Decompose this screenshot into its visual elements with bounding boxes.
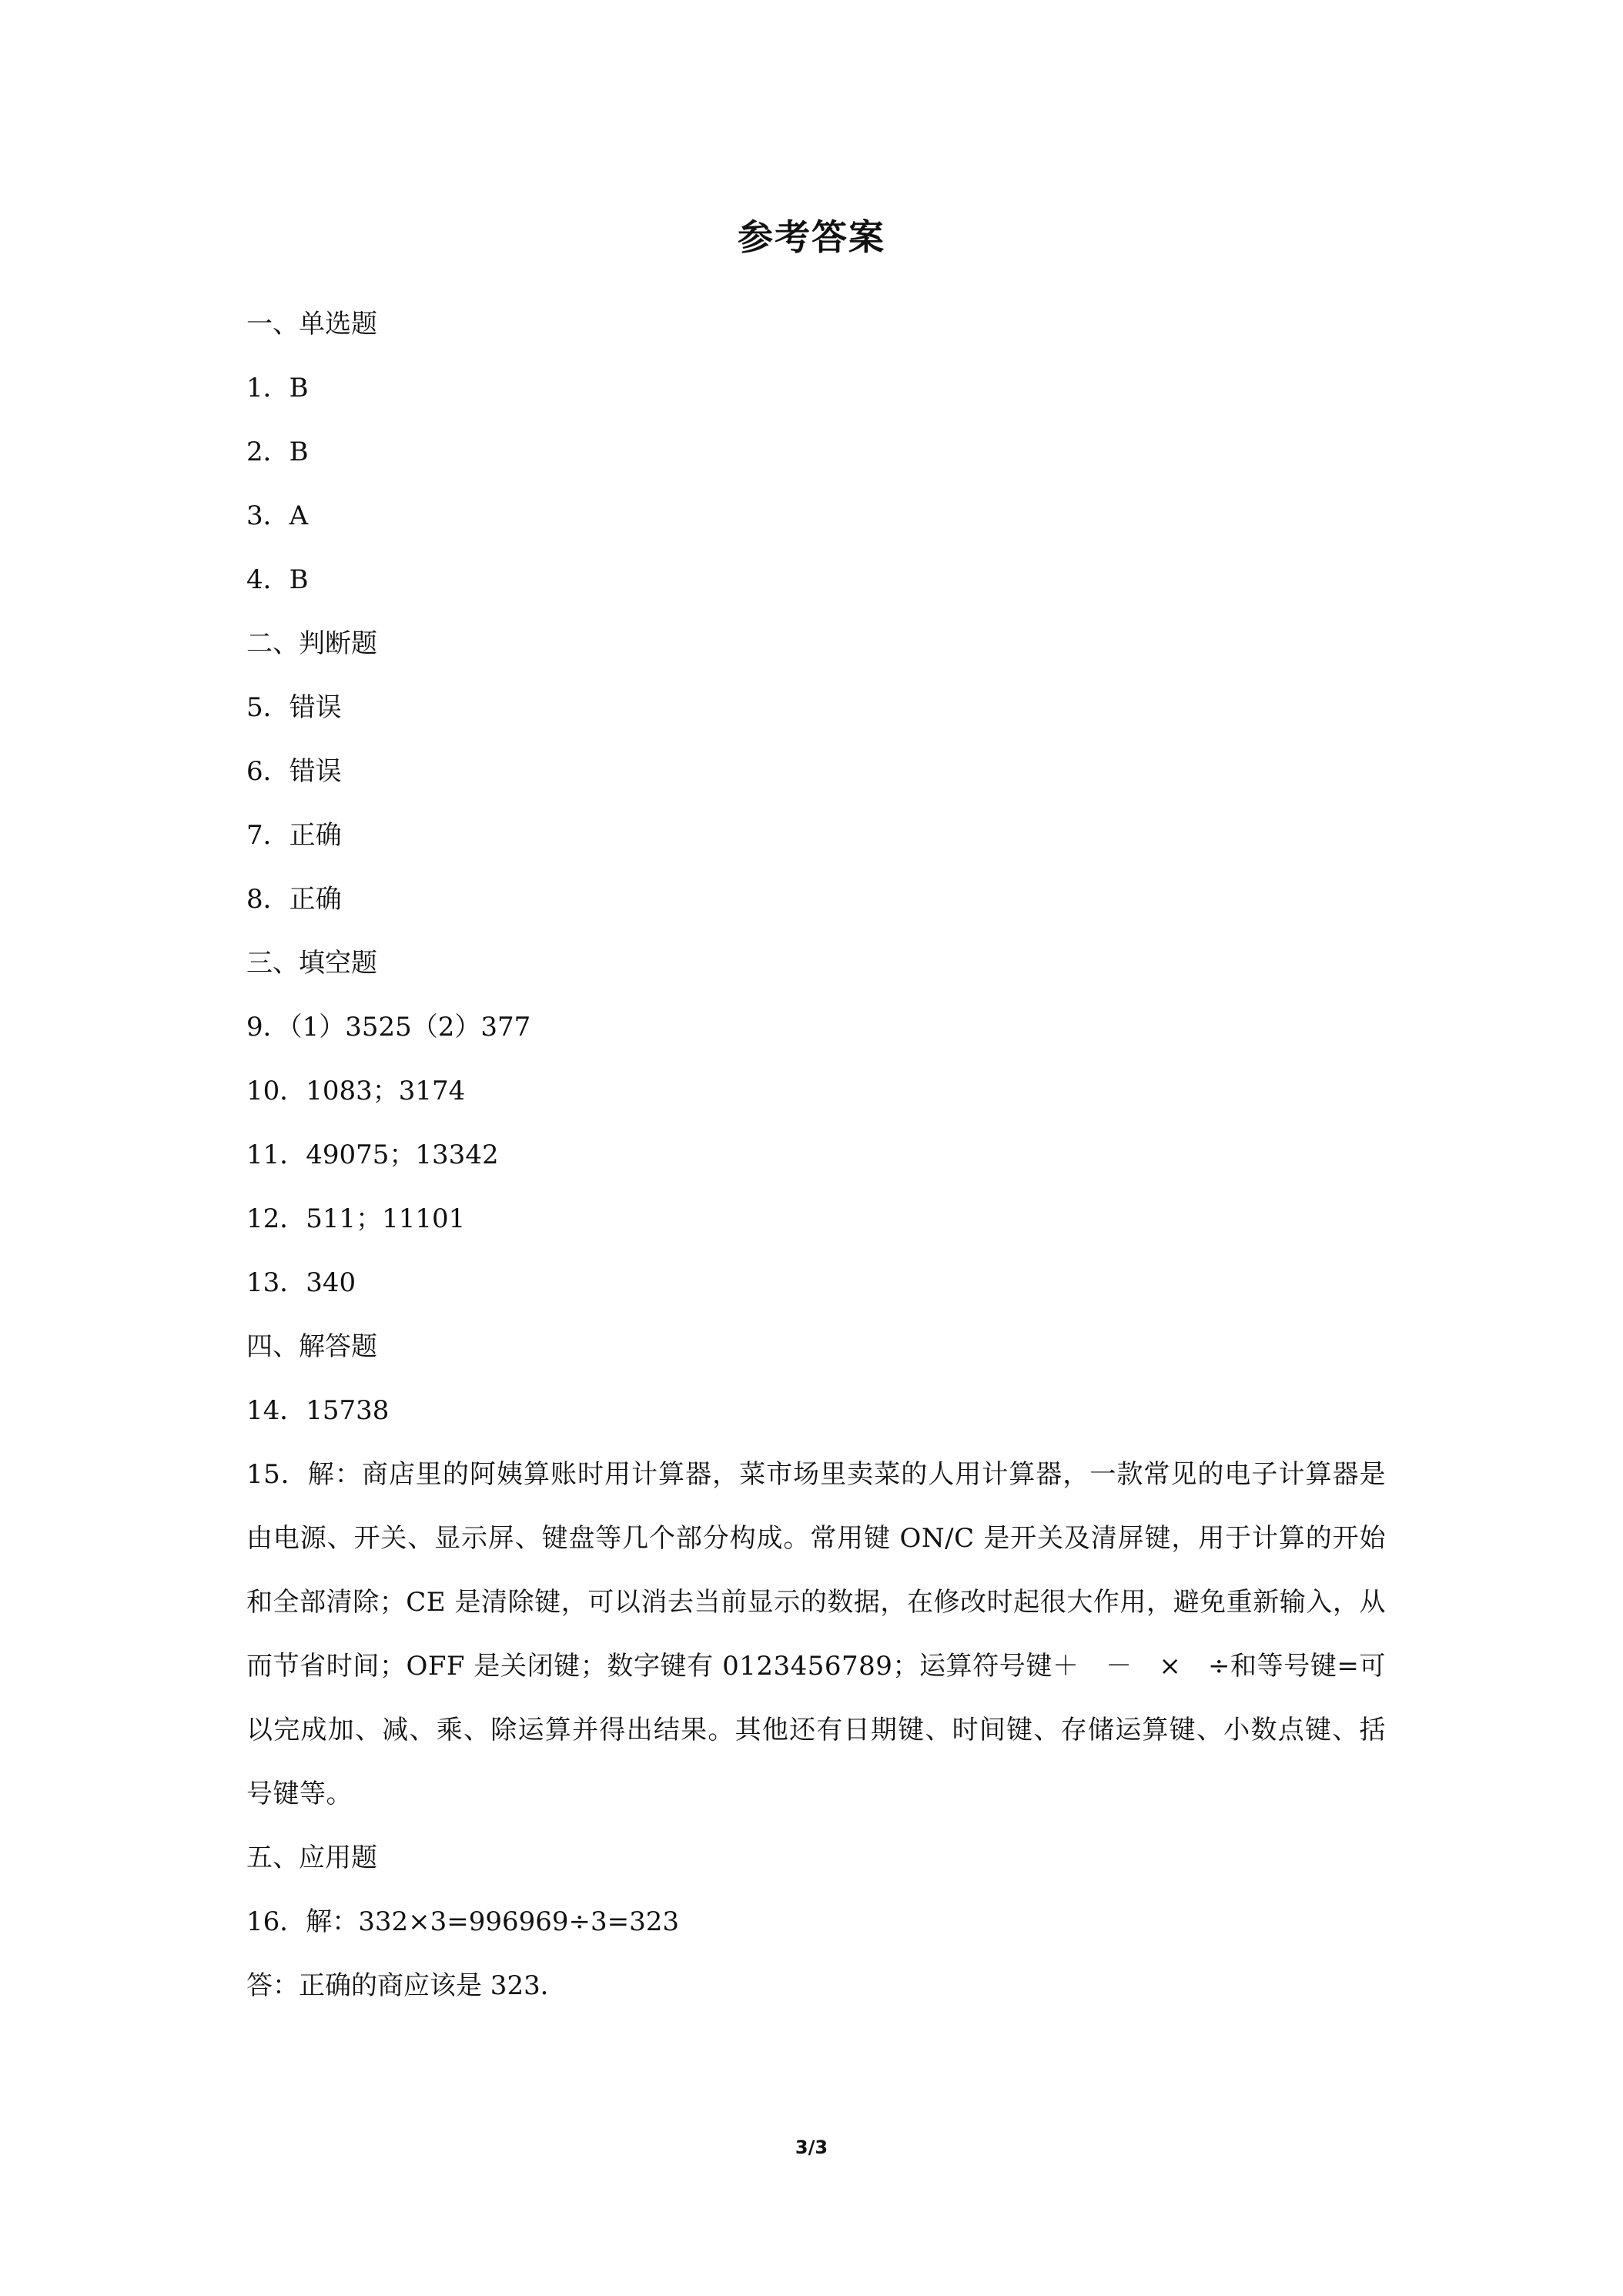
answer-item-10: 10．1083；3174 bbox=[246, 1076, 466, 1106]
section-heading-problem-solving: 四、解答题 bbox=[246, 1331, 377, 1362]
answer-item-16: 16．解：332×3=996969÷3=323 bbox=[246, 1906, 680, 1937]
answer-item-12: 12．511；11101 bbox=[246, 1203, 466, 1234]
answer-item-14: 14．15738 bbox=[246, 1395, 390, 1426]
section-heading-true-false: 二、判断题 bbox=[246, 628, 377, 659]
answer-item-5: 5．错误 bbox=[246, 692, 342, 723]
answer-item-8: 8．正确 bbox=[246, 884, 342, 915]
answer-item-11: 11．49075；13342 bbox=[246, 1140, 499, 1170]
answer-item-13: 13．340 bbox=[246, 1267, 356, 1298]
section-heading-single-choice: 一、单选题 bbox=[246, 309, 377, 340]
page-number: 3/3 bbox=[795, 2137, 828, 2158]
answer-content bbox=[246, 293, 1386, 2018]
answer-item-6: 6．错误 bbox=[246, 756, 342, 787]
answer-item-7: 7．正确 bbox=[246, 820, 342, 851]
page-title: 参考答案 bbox=[738, 216, 885, 258]
section-heading-application: 五、应用题 bbox=[246, 1842, 377, 1873]
section-heading-fill-blank: 三、填空题 bbox=[246, 948, 377, 979]
answer-item-16-conclusion: 答：正确的商应该是 323． bbox=[246, 1970, 567, 2001]
answer-item-1: 1．B bbox=[246, 373, 309, 403]
answer-item-4: 4．B bbox=[246, 564, 309, 595]
answer-item-9: 9．（1）3525（2）377 bbox=[246, 1012, 531, 1043]
answer-item-15: 15．解：商店里的阿姨算账时用计算器，菜市场里卖菜的人用计算器，一款常见的电子计算器是由电源、开关、显示屏、键盘等几个部分构成。常用键 ON/C 是开关及清屏键，用于计算的开始和全部清除；CE 是清除键，可以消去当前显示的数据，在修改时起很大作用，避免重新输入，从而节省时间；OFF 是关闭键；数字键有 0123456789；运算符号键＋ － × ÷和等号键=可以完成加、减、乘、除运算并得出结果。其他还有日期键、时间键、存储运算键、小数点键、括号键等。 bbox=[246, 1459, 1386, 1809]
answer-item-3: 3．A bbox=[246, 500, 309, 531]
answer-item-2: 2．B bbox=[246, 437, 309, 467]
